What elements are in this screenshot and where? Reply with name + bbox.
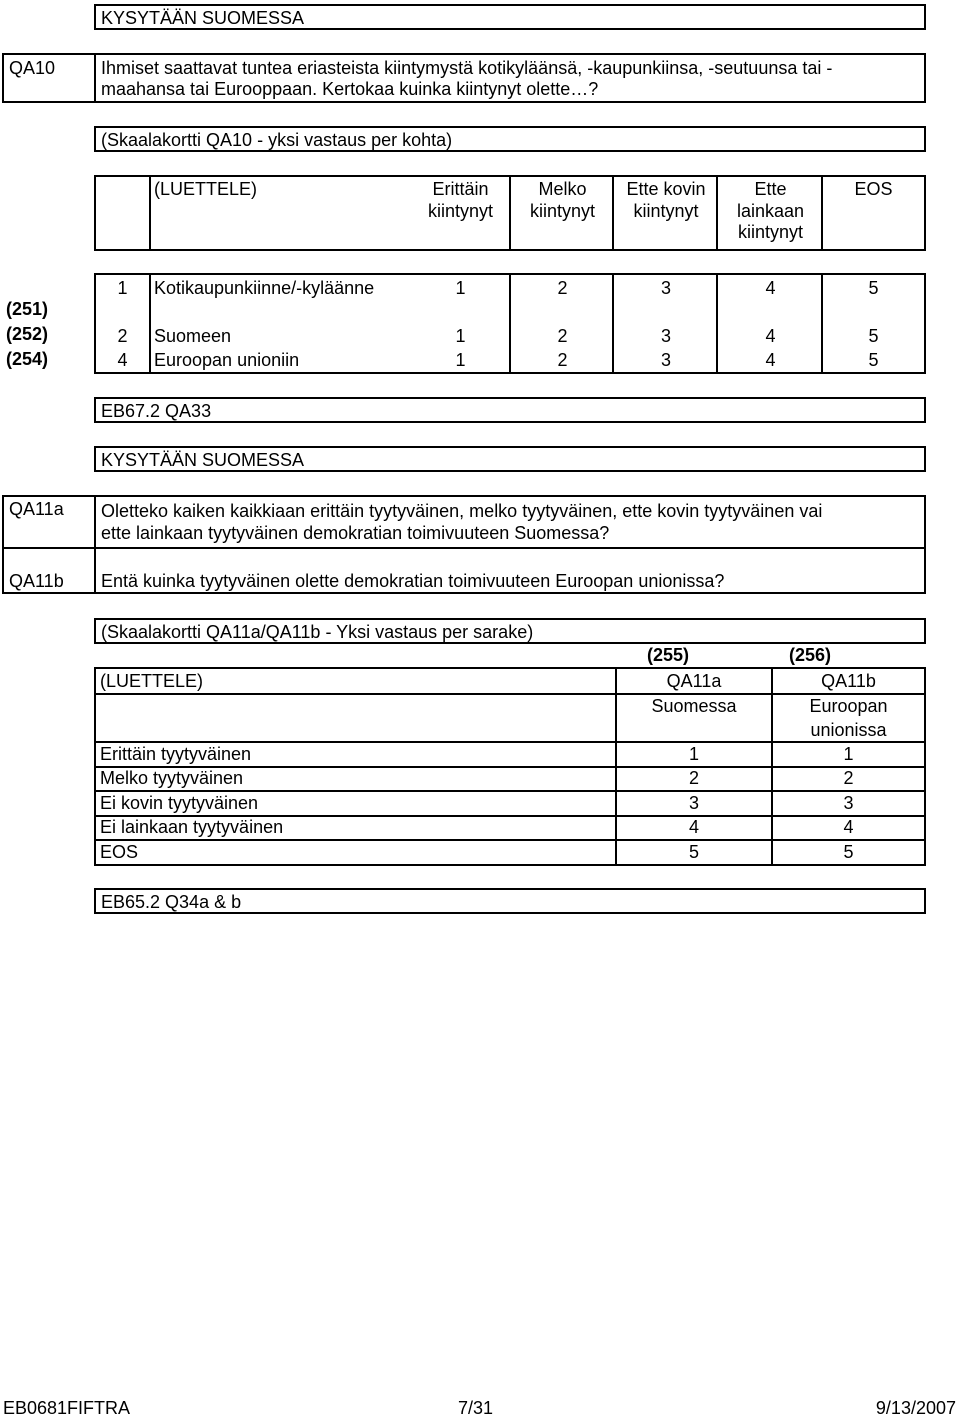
row-number: 1 (117, 278, 128, 298)
row-value-b: 3 (843, 793, 854, 813)
source2: EB65.2 Q34a & b (101, 892, 242, 912)
qa10-extra-code: (251) (6, 299, 49, 319)
row-label: Ei kovin tyytyväinen (100, 793, 259, 813)
qa11-col-b-sub2: unionissa (810, 720, 887, 740)
row-value-b: 2 (843, 768, 854, 788)
qa10-rows-table (94, 273, 926, 374)
qa10-divider (94, 55, 96, 101)
row-label: Suomeen (154, 326, 232, 346)
row-value: 1 (455, 350, 466, 370)
qa11-separator (4, 547, 924, 549)
row-value-a: 1 (688, 744, 699, 764)
qa11a-code: (255) (646, 645, 690, 665)
qa10-col-melko: Melko kiintynyt (529, 179, 596, 221)
qa11-instruction: (Skaalakortti QA11a/QA11b - Yksi vastaus per sarake) (101, 622, 534, 642)
section2-header-box (94, 446, 926, 472)
qa10-question-box (2, 53, 926, 103)
row-value-a: 4 (688, 817, 699, 837)
qa10-list-header: (LUETTELE) (154, 179, 258, 199)
source1: EB67.2 QA33 (101, 401, 212, 421)
row-number: 2 (117, 326, 128, 346)
row-value-a: 5 (688, 842, 699, 862)
row-label: EOS (100, 842, 139, 862)
qa11b-text: Entä kuinka tyytyväinen olette demokratian toimivuuteen Euroopan unionissa? (101, 571, 725, 591)
row-value: 2 (557, 278, 568, 298)
source2-box (94, 888, 926, 914)
row-label: Kotikaupunkiinne/-kyläänne (154, 278, 375, 298)
row-value: 5 (868, 350, 879, 370)
row-value: 3 (660, 278, 671, 298)
row-value: 4 (765, 278, 776, 298)
row-value: 2 (557, 326, 568, 346)
qa11a-text-line2: ette lainkaan tyytyväinen demokratian toimivuuteen Suomessa? (101, 523, 610, 543)
footer-page: 7/31 (458, 1398, 494, 1418)
row-value: 4 (765, 326, 776, 346)
qa10-col-ette-lainkaan: Ette lainkaan kiintynyt (736, 179, 805, 243)
source1-box (94, 397, 926, 423)
qa10-col-ette-kovin: Ette kovin kiintynyt (626, 179, 706, 221)
row-value: 4 (765, 350, 776, 370)
qa11a-id: QA11a (9, 499, 64, 519)
qa10-instruction-box (94, 126, 926, 152)
qa10-instruction: (Skaalakortti QA10 - yksi vastaus per kohta) (101, 130, 453, 150)
row-label: Euroopan unioniin (154, 350, 300, 370)
qa11-question-box (2, 495, 926, 594)
row-label: Ei lainkaan tyytyväinen (100, 817, 284, 837)
row-value: 5 (868, 278, 879, 298)
row-value: 3 (660, 350, 671, 370)
qa10-column-header (94, 175, 926, 251)
qa10-id: QA10 (9, 58, 56, 78)
row-value-b: 1 (843, 744, 854, 764)
row-value-a: 3 (688, 793, 699, 813)
qa11b-id: QA11b (9, 571, 64, 591)
footer-doc-id: EB0681FIFTRA (3, 1398, 131, 1418)
qa11-list-header: (LUETTELE) (100, 671, 204, 691)
qa11-table (94, 667, 926, 866)
qa11-divider (94, 497, 96, 592)
row-number: 4 (117, 350, 128, 370)
qa10-text-line2: maahansa tai Eurooppaan. Kertokaa kuinka kiintynyt olette…? (101, 79, 599, 99)
qa10-text-line1: Ihmiset saattavat tuntea eriasteista kiintymystä kotikyläänsä, -kaupunkiinsa, -seutuunsa tai - (101, 58, 833, 78)
qa11-instruction-box (94, 618, 926, 644)
row-value-b: 4 (843, 817, 854, 837)
qa11-col-b-title: QA11b (821, 671, 876, 691)
qa11a-text-line1: Oletteko kaiken kaikkiaan erittäin tyytyväinen, melko tyytyväinen, ette kovin tyytyväinen vai (101, 501, 823, 521)
row-value-b: 5 (843, 842, 854, 862)
qa10-col-erittain: Erittäin kiintynyt (427, 179, 494, 221)
row-value: 2 (557, 350, 568, 370)
section1-header: KYSYTÄÄN SUOMESSA (101, 8, 305, 28)
row-label: Melko tyytyväinen (100, 768, 244, 788)
qa10-col-eos: EOS (854, 179, 893, 199)
footer-date: 9/13/2007 (875, 1398, 956, 1418)
row-label: Erittäin tyytyväinen (100, 744, 252, 764)
section2-header: KYSYTÄÄN SUOMESSA (101, 450, 305, 470)
row-value: 1 (455, 326, 466, 346)
qa11-col-a-title: QA11a (666, 671, 722, 691)
qa11-col-a-sub: Suomessa (651, 696, 737, 716)
section1-header-box (94, 4, 926, 30)
qa11b-code: (256) (788, 645, 832, 665)
qa11-col-b-sub1: Euroopan (809, 696, 888, 716)
qa10-row3-code: (254) (6, 349, 49, 369)
row-value: 5 (868, 326, 879, 346)
row-value: 3 (660, 326, 671, 346)
qa10-row2-code: (252) (6, 324, 49, 344)
row-value: 1 (455, 278, 466, 298)
row-value-a: 2 (688, 768, 699, 788)
